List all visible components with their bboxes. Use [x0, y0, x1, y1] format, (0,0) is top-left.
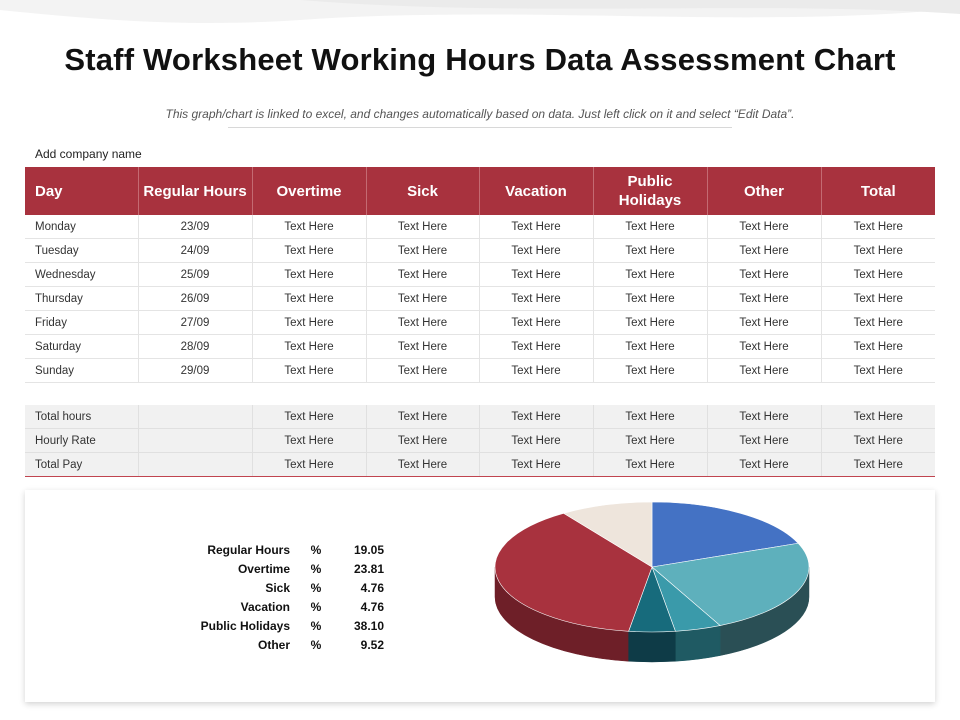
table-cell: Text Here: [593, 453, 707, 477]
table-cell: Text Here: [593, 359, 707, 383]
legend-item: [165, 578, 384, 597]
table-cell: Text Here: [366, 215, 479, 239]
table-cell: Text Here: [821, 335, 935, 359]
header-public-holidays: Public Holidays: [593, 167, 707, 215]
table-cell: Text Here: [479, 239, 593, 263]
legend-label: Sick: [265, 580, 290, 595]
legend-item: [165, 559, 384, 578]
table-row: [25, 453, 935, 477]
row-label-cell: Thursday: [25, 287, 138, 311]
table-cell: Text Here: [479, 453, 593, 477]
chart-legend: [165, 540, 384, 654]
legend-item: [165, 597, 384, 616]
table-cell: Text Here: [366, 405, 479, 429]
table-cell: Text Here: [707, 429, 821, 453]
table-row: [25, 359, 935, 383]
legend-unit: %: [310, 542, 322, 557]
table-cell: Text Here: [707, 263, 821, 287]
legend-label: Vacation: [240, 599, 290, 614]
table-cell: Text Here: [252, 405, 366, 429]
row-label-cell: Saturday: [25, 335, 138, 359]
table-cell: Text Here: [821, 287, 935, 311]
table-cell: Text Here: [821, 359, 935, 383]
table-cell: Text Here: [479, 215, 593, 239]
table-cell: Text Here: [366, 359, 479, 383]
table-cell: Text Here: [366, 263, 479, 287]
table-row: [25, 429, 935, 453]
table-cell: Text Here: [252, 429, 366, 453]
table-cell: Text Here: [593, 335, 707, 359]
table-cell: Text Here: [366, 287, 479, 311]
table-cell: Text Here: [707, 287, 821, 311]
table-cell: Text Here: [593, 263, 707, 287]
table-cell: 29/09: [138, 359, 252, 383]
table-cell: Text Here: [707, 359, 821, 383]
header-total: Total: [821, 167, 935, 215]
row-label-cell: Hourly Rate: [25, 429, 138, 453]
table-cell: Text Here: [593, 429, 707, 453]
table-cell: Text Here: [366, 453, 479, 477]
table-cell: Text Here: [821, 405, 935, 429]
table-cell: Text Here: [593, 311, 707, 335]
legend-label: Regular Hours: [207, 542, 290, 557]
legend-unit: %: [310, 561, 322, 576]
table-row: [25, 215, 935, 239]
legend-unit: %: [310, 599, 322, 614]
table-cell: Text Here: [821, 429, 935, 453]
hours-table: [25, 167, 935, 477]
header-day: Day: [25, 167, 138, 215]
decorative-swoosh: [0, 0, 960, 40]
header-sick: Sick: [366, 167, 479, 215]
table-cell: Text Here: [479, 311, 593, 335]
table-cell: Text Here: [479, 429, 593, 453]
table-cell: Text Here: [821, 239, 935, 263]
table-cell: 24/09: [138, 239, 252, 263]
table-cell: [138, 405, 252, 429]
table-cell: Text Here: [821, 311, 935, 335]
table-spacer-row: [25, 383, 935, 406]
legend-item: [165, 540, 384, 559]
header-regular-hours: Regular Hours: [138, 167, 252, 215]
table-row: [25, 335, 935, 359]
row-label-cell: Sunday: [25, 359, 138, 383]
row-label-cell: Total hours: [25, 405, 138, 429]
table-cell: Text Here: [366, 239, 479, 263]
table-cell: Text Here: [593, 239, 707, 263]
table-cell: 27/09: [138, 311, 252, 335]
page-subtitle: This graph/chart is linked to excel, and changes automatically based on data. Just left click on it and select “Edit Data”.: [165, 107, 795, 121]
legend-value: 38.10: [353, 618, 384, 633]
table-cell: Text Here: [252, 215, 366, 239]
table-cell: Text Here: [593, 215, 707, 239]
row-label-cell: Wednesday: [25, 263, 138, 287]
legend-label: Overtime: [237, 561, 290, 576]
row-label-cell: Tuesday: [25, 239, 138, 263]
table-cell: Text Here: [479, 359, 593, 383]
table-cell: Text Here: [366, 335, 479, 359]
table-cell: Text Here: [479, 335, 593, 359]
row-label-cell: Total Pay: [25, 453, 138, 477]
table-cell: Text Here: [252, 359, 366, 383]
table-cell: Text Here: [366, 429, 479, 453]
table-cell: [138, 453, 252, 477]
table-cell: Text Here: [479, 405, 593, 429]
table-cell: Text Here: [252, 453, 366, 477]
table-cell: Text Here: [252, 263, 366, 287]
table-cell: 26/09: [138, 287, 252, 311]
table-row: [25, 405, 935, 429]
legend-value: 9.52: [360, 637, 384, 652]
table-cell: Text Here: [821, 215, 935, 239]
table-cell: Text Here: [479, 287, 593, 311]
table-cell: Text Here: [707, 311, 821, 335]
legend-value: 23.81: [353, 561, 384, 576]
legend-unit: %: [310, 618, 322, 633]
spacer-cell: [25, 383, 935, 406]
company-name-label[interactable]: Add company name: [35, 147, 142, 161]
table-cell: Text Here: [252, 287, 366, 311]
pie-chart[interactable]: [445, 490, 845, 702]
table-cell: Text Here: [479, 263, 593, 287]
legend-value: 19.05: [353, 542, 384, 557]
legend-unit: %: [310, 580, 322, 595]
row-label-cell: Monday: [25, 215, 138, 239]
table-cell: Text Here: [821, 453, 935, 477]
pie-slice-side: [629, 631, 676, 662]
table-cell: Text Here: [707, 405, 821, 429]
header-vacation: Vacation: [479, 167, 593, 215]
legend-value: 4.76: [360, 580, 384, 595]
table-cell: 23/09: [138, 215, 252, 239]
table-cell: 28/09: [138, 335, 252, 359]
table-cell: Text Here: [707, 215, 821, 239]
table-row: [25, 239, 935, 263]
row-label-cell: Friday: [25, 311, 138, 335]
legend-label: Public Holidays: [200, 618, 290, 633]
table-cell: Text Here: [707, 335, 821, 359]
table-header-row: [25, 167, 935, 215]
table-row: [25, 263, 935, 287]
table-row: [25, 311, 935, 335]
legend-unit: %: [310, 637, 322, 652]
table-cell: Text Here: [593, 405, 707, 429]
table-cell: Text Here: [707, 239, 821, 263]
legend-item: [165, 616, 384, 635]
table-cell: [138, 429, 252, 453]
header-other: Other: [707, 167, 821, 215]
table-cell: 25/09: [138, 263, 252, 287]
table-cell: Text Here: [252, 335, 366, 359]
table-cell: Text Here: [707, 453, 821, 477]
header-overtime: Overtime: [252, 167, 366, 215]
legend-label: Other: [257, 637, 290, 652]
table-cell: Text Here: [821, 263, 935, 287]
page-title: Staff Worksheet Working Hours Data Assessment Chart: [64, 42, 896, 77]
table-cell: Text Here: [593, 287, 707, 311]
legend-item: [165, 635, 384, 654]
legend-value: 4.76: [360, 599, 384, 614]
chart-panel: [25, 490, 935, 702]
table-cell: Text Here: [366, 311, 479, 335]
table-cell: Text Here: [252, 239, 366, 263]
subtitle-divider: [228, 127, 732, 128]
table-cell: Text Here: [252, 311, 366, 335]
table-row: [25, 287, 935, 311]
